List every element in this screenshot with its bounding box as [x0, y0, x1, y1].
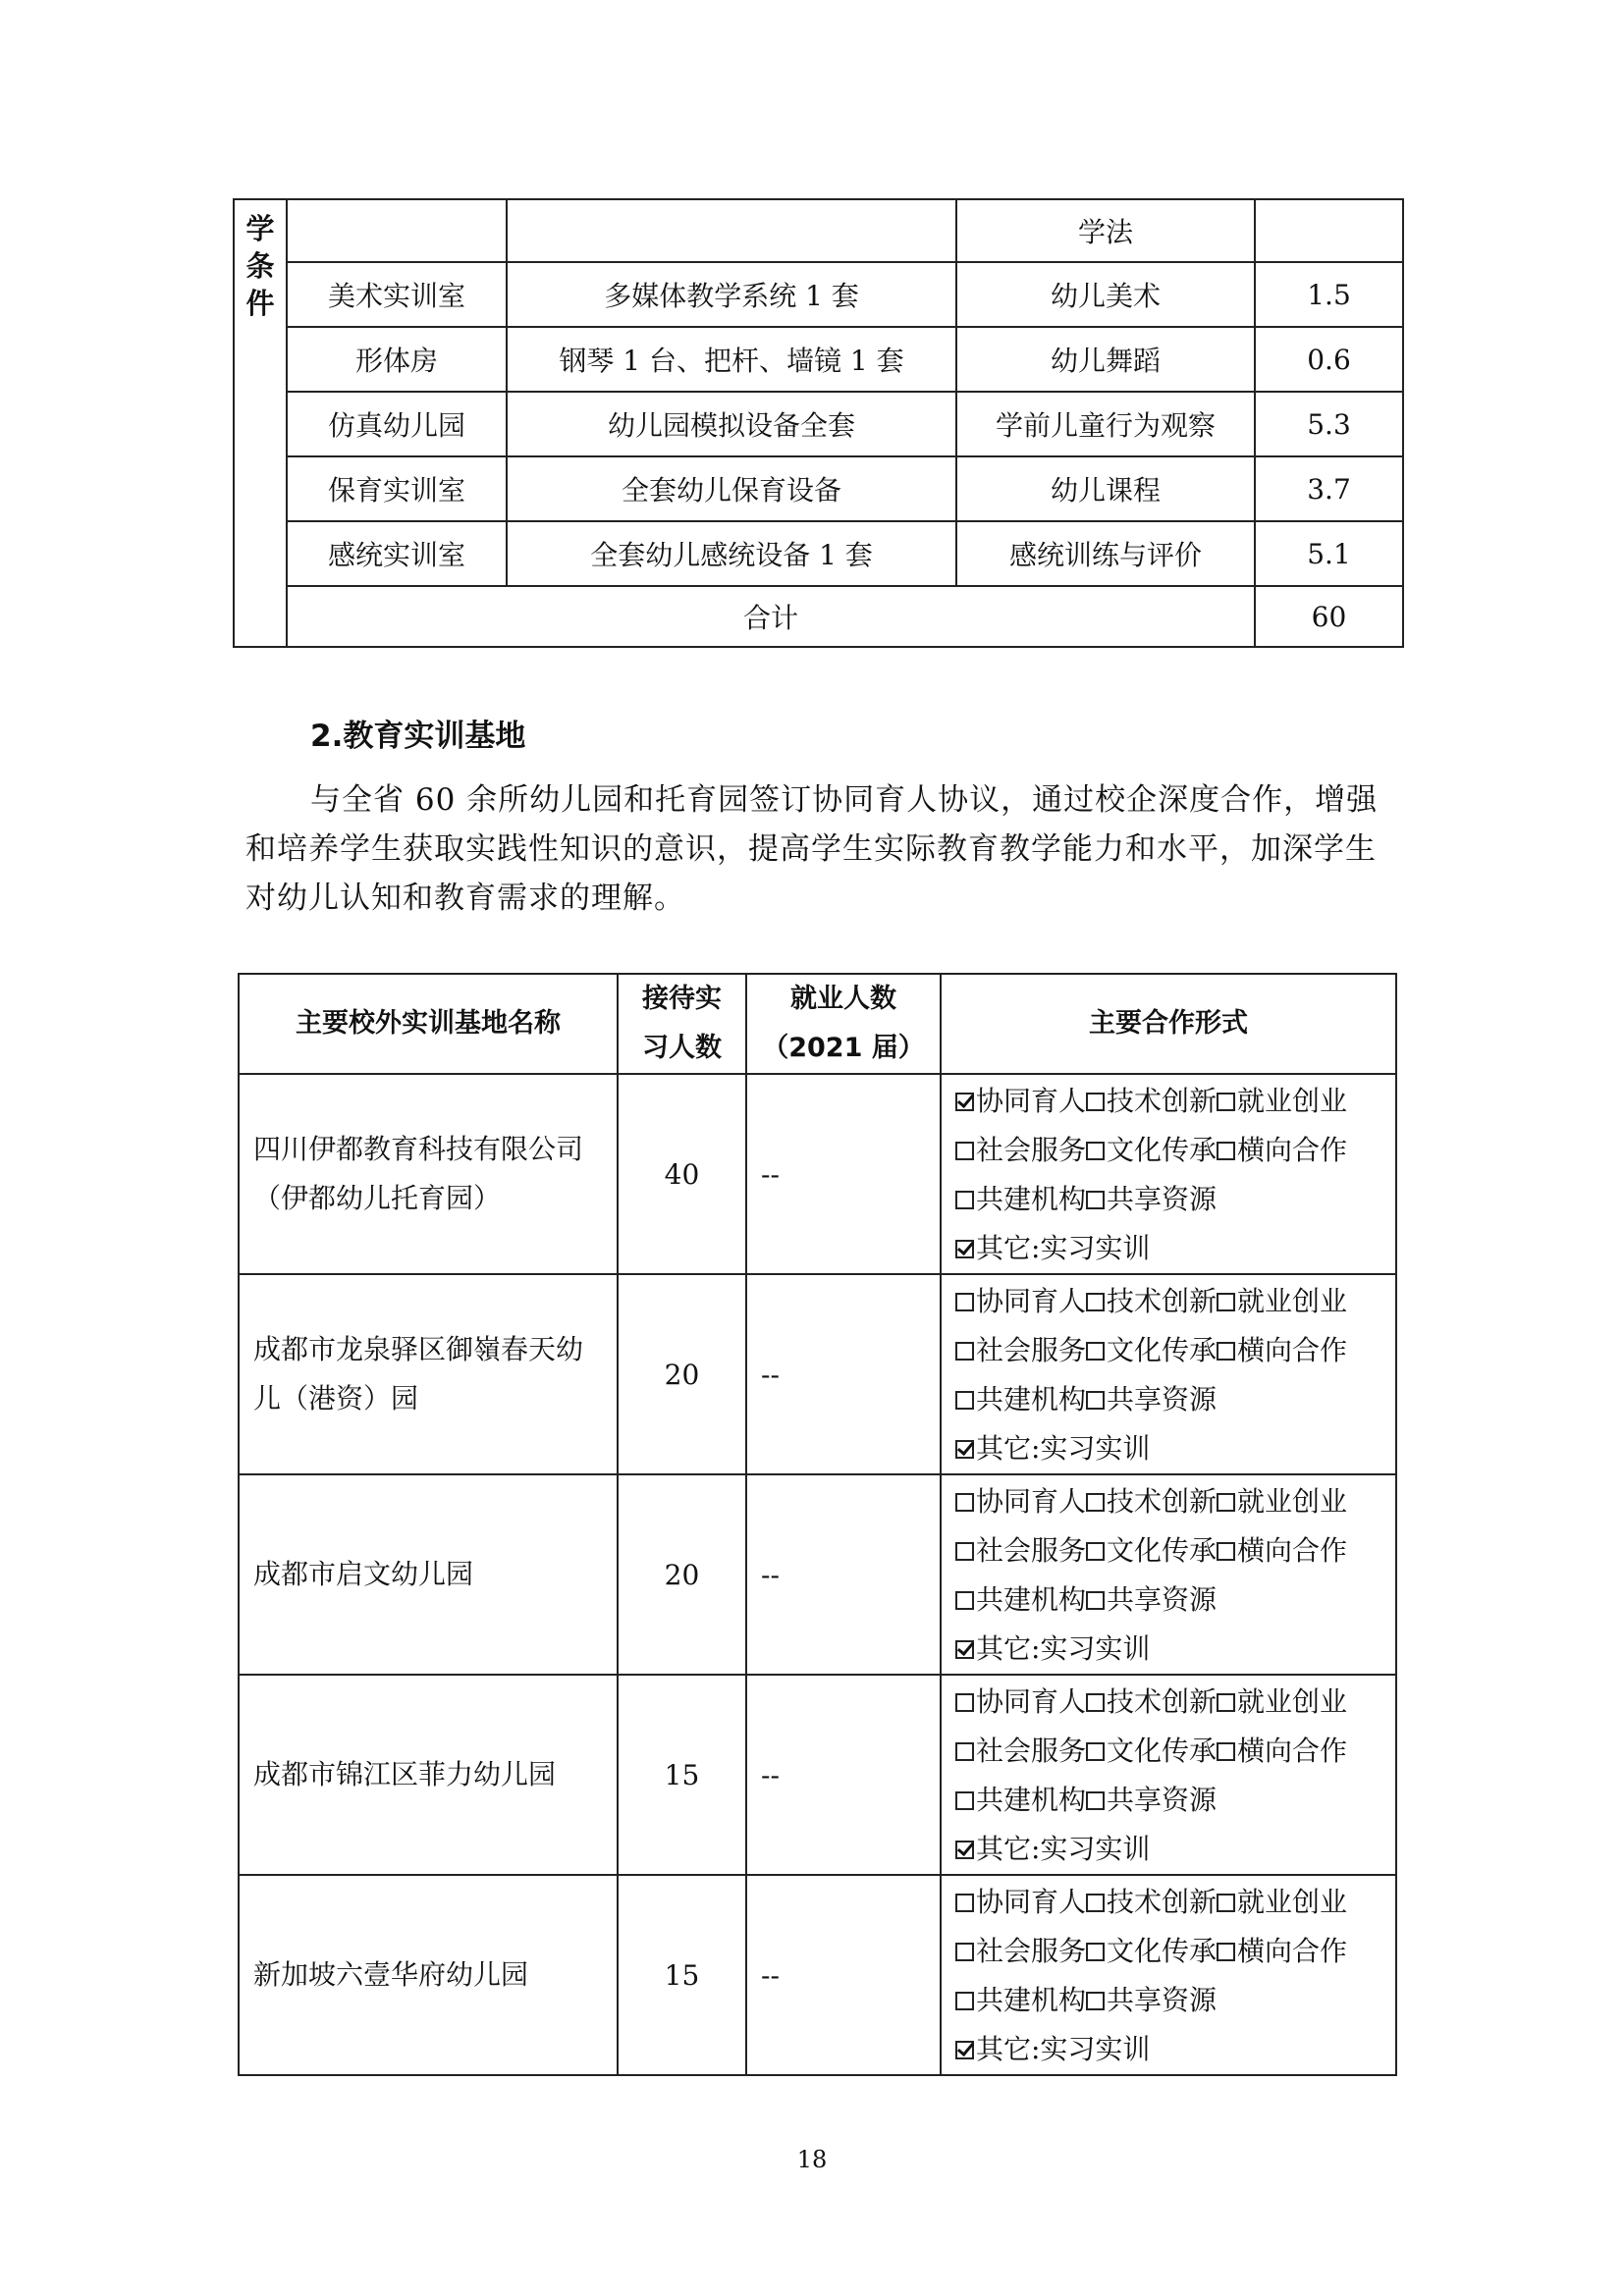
equipment: 幼儿园模拟设备全套 [507, 392, 956, 456]
form-option-label: 共建机构 [976, 1183, 1087, 1215]
checkbox-icon [1217, 1542, 1235, 1561]
course: 学前儿童行为观察 [956, 392, 1255, 456]
form-option-label: 文化传承 [1107, 1134, 1218, 1166]
form-option-label: 协同育人 [976, 1685, 1087, 1718]
table-row [234, 392, 1403, 456]
form-option-label: 横向合作 [1237, 1935, 1348, 1967]
form-option-label: 共享资源 [1107, 1583, 1218, 1616]
checkbox-icon [1086, 1992, 1105, 2010]
employment-count: -- [746, 1675, 941, 1875]
form-option-label: 社会服务 [976, 1134, 1087, 1166]
form-option-label: 其它:实习实训 [976, 2033, 1151, 2065]
form-option-label: 共享资源 [1107, 1784, 1218, 1816]
checkbox-icon [955, 1943, 974, 1961]
checkbox-icon [955, 1342, 974, 1361]
checkbox-icon [955, 1791, 974, 1810]
cooperation-forms [941, 1875, 1396, 2075]
form-option-label: 技术创新 [1107, 1085, 1218, 1117]
checkbox-icon [1217, 1093, 1235, 1111]
base-name: 四川伊都教育科技有限公司（伊都幼儿托育园） [239, 1074, 618, 1274]
form-option-label: 共享资源 [1107, 1383, 1218, 1415]
checkbox-icon [1086, 1391, 1105, 1410]
checkbox-icon [1217, 1342, 1235, 1361]
table-row [239, 1274, 1396, 1474]
equipment: 全套幼儿保育设备 [507, 456, 956, 521]
form-option-label: 横向合作 [1237, 1334, 1348, 1366]
form-option-label: 协同育人 [976, 1886, 1087, 1918]
table-row [234, 521, 1403, 586]
amount [1255, 199, 1403, 262]
intern-count: 20 [618, 1274, 746, 1474]
employment-count: -- [746, 1474, 941, 1675]
form-option-label: 技术创新 [1107, 1285, 1218, 1317]
equipment: 全套幼儿感统设备 1 套 [507, 521, 956, 586]
course: 感统训练与评价 [956, 521, 1255, 586]
checkbox-icon [1086, 1791, 1105, 1810]
checkbox-icon [1217, 1894, 1235, 1912]
form-option-label: 技术创新 [1107, 1886, 1218, 1918]
checkbox-icon [1217, 1142, 1235, 1160]
room-name: 保育实训室 [287, 456, 507, 521]
checkbox-icon [1086, 1894, 1105, 1912]
form-option-label: 技术创新 [1107, 1485, 1218, 1518]
facilities-table [233, 198, 1404, 648]
checkbox-icon [1086, 1493, 1105, 1512]
employment-count: -- [746, 1875, 941, 2075]
checkbox-icon [1086, 1342, 1105, 1361]
table-row [239, 1675, 1396, 1875]
form-option-label: 横向合作 [1237, 1134, 1348, 1166]
equipment: 钢琴 1 台、把杆、墙镜 1 套 [507, 327, 956, 392]
form-option-label: 就业创业 [1237, 1285, 1348, 1317]
form-option-label: 文化传承 [1107, 1534, 1218, 1567]
checkbox-icon [1086, 1693, 1105, 1712]
intern-count: 40 [618, 1074, 746, 1274]
form-option-label: 协同育人 [976, 1085, 1087, 1117]
form-option-label: 社会服务 [976, 1334, 1087, 1366]
intern-count: 15 [618, 1875, 746, 2075]
checkbox-icon [955, 1293, 974, 1311]
form-option-label: 协同育人 [976, 1285, 1087, 1317]
checkbox-icon [1217, 1493, 1235, 1512]
checkbox-icon [955, 1742, 974, 1761]
section-heading: 2.教育实训基地 [310, 719, 526, 754]
cooperation-forms [941, 1675, 1396, 1875]
form-option-label: 共享资源 [1107, 1183, 1218, 1215]
table-row [239, 1875, 1396, 2075]
course: 幼儿舞蹈 [956, 327, 1255, 392]
header-interns [618, 974, 746, 1074]
form-option-label: 文化传承 [1107, 1935, 1218, 1967]
table-row [239, 1474, 1396, 1675]
form-option-label: 文化传承 [1107, 1735, 1218, 1767]
checkbox-icon [955, 1142, 974, 1160]
side-label-cell [234, 199, 287, 647]
checkbox-icon [955, 1542, 974, 1561]
header-employment-line2: （2021 届） [762, 1033, 925, 1063]
checkbox-icon [955, 1493, 974, 1512]
form-option-label: 文化传承 [1107, 1334, 1218, 1366]
form-option-label: 共建机构 [976, 1383, 1087, 1415]
checked-checkbox-icon [955, 1440, 974, 1459]
employment-count: -- [746, 1074, 941, 1274]
form-option-label: 共建机构 [976, 1784, 1087, 1816]
form-option-label: 共建机构 [976, 1583, 1087, 1616]
table-row [234, 456, 1403, 521]
base-name: 成都市启文幼儿园 [239, 1474, 618, 1675]
checkbox-icon [1217, 1943, 1235, 1961]
form-option-label: 其它:实习实训 [976, 1432, 1151, 1465]
checkbox-icon [1086, 1943, 1105, 1961]
form-option-label: 社会服务 [976, 1534, 1087, 1567]
header-interns-line1: 接待实 [642, 984, 722, 1014]
table-row [234, 262, 1403, 327]
amount: 0.6 [1255, 327, 1403, 392]
header-employment-line1: 就业人数 [790, 984, 896, 1014]
checkbox-icon [1217, 1293, 1235, 1311]
form-option-label: 社会服务 [976, 1735, 1087, 1767]
side-label-char: 学 [245, 212, 275, 245]
room-name [287, 199, 507, 262]
cooperation-forms [941, 1274, 1396, 1474]
table-header-row [239, 974, 1396, 1074]
course: 学法 [956, 199, 1255, 262]
checkbox-icon [955, 1191, 974, 1209]
room-name: 仿真幼儿园 [287, 392, 507, 456]
employment-count: -- [746, 1274, 941, 1474]
checkbox-icon [1086, 1742, 1105, 1761]
room-name: 美术实训室 [287, 262, 507, 327]
checkbox-icon [1086, 1293, 1105, 1311]
base-name: 新加坡六壹华府幼儿园 [239, 1875, 618, 2075]
checkbox-icon [1086, 1542, 1105, 1561]
intern-count: 20 [618, 1474, 746, 1675]
amount: 3.7 [1255, 456, 1403, 521]
checkbox-icon [1086, 1191, 1105, 1209]
table-row [239, 1074, 1396, 1274]
total-value: 60 [1255, 586, 1403, 647]
checkbox-icon [955, 1391, 974, 1410]
checked-checkbox-icon [955, 1093, 974, 1111]
course: 幼儿美术 [956, 262, 1255, 327]
header-interns-line2: 习人数 [642, 1033, 722, 1063]
equipment [507, 199, 956, 262]
section-paragraph: 与全省 60 余所幼儿园和托育园签订协同育人协议，通过校企深度合作，增强和培养学生获取实践性知识的意识，提高学生实际教育教学能力和水平，加深学生对幼儿认知和教育需求的理解。 [245, 782, 1379, 916]
course: 幼儿课程 [956, 456, 1255, 521]
total-label: 合计 [287, 586, 1255, 647]
form-option-label: 其它:实习实训 [976, 1232, 1151, 1264]
header-base-name: 主要校外实训基地名称 [239, 974, 618, 1074]
practice-bases-table [238, 973, 1397, 2076]
form-option-label: 就业创业 [1237, 1085, 1348, 1117]
checkbox-icon [955, 1894, 974, 1912]
form-option-label: 共建机构 [976, 1984, 1087, 2016]
equipment: 多媒体教学系统 1 套 [507, 262, 956, 327]
form-option-label: 社会服务 [976, 1935, 1087, 1967]
header-forms: 主要合作形式 [941, 974, 1396, 1074]
checkbox-icon [1086, 1591, 1105, 1610]
amount: 5.3 [1255, 392, 1403, 456]
amount: 1.5 [1255, 262, 1403, 327]
room-name: 形体房 [287, 327, 507, 392]
form-option-label: 技术创新 [1107, 1685, 1218, 1718]
form-option-label: 其它:实习实训 [976, 1833, 1151, 1865]
checkbox-icon [955, 1992, 974, 2010]
total-row [234, 586, 1403, 647]
amount: 5.1 [1255, 521, 1403, 586]
checkbox-icon [1217, 1742, 1235, 1761]
header-employment [746, 974, 941, 1074]
form-option-label: 横向合作 [1237, 1534, 1348, 1567]
checkbox-icon [1217, 1693, 1235, 1712]
form-option-label: 横向合作 [1237, 1735, 1348, 1767]
cooperation-forms [941, 1074, 1396, 1274]
checkbox-icon [1086, 1093, 1105, 1111]
page-number: 18 [796, 2146, 828, 2173]
checked-checkbox-icon [955, 1240, 974, 1258]
base-name: 成都市锦江区菲力幼儿园 [239, 1675, 618, 1875]
checked-checkbox-icon [955, 1640, 974, 1659]
form-option-label: 就业创业 [1237, 1886, 1348, 1918]
checkbox-icon [955, 1693, 974, 1712]
checkbox-icon [955, 1591, 974, 1610]
checked-checkbox-icon [955, 2041, 974, 2059]
side-label-char: 件 [245, 287, 275, 320]
cooperation-forms [941, 1474, 1396, 1675]
form-option-label: 协同育人 [976, 1485, 1087, 1518]
checked-checkbox-icon [955, 1841, 974, 1859]
form-option-label: 共享资源 [1107, 1984, 1218, 2016]
table-row [234, 327, 1403, 392]
form-option-label: 其它:实习实训 [976, 1632, 1151, 1665]
form-option-label: 就业创业 [1237, 1685, 1348, 1718]
form-option-label: 就业创业 [1237, 1485, 1348, 1518]
room-name: 感统实训室 [287, 521, 507, 586]
base-name: 成都市龙泉驿区御嶺春天幼儿（港资）园 [239, 1274, 618, 1474]
checkbox-icon [1086, 1142, 1105, 1160]
side-label-char: 条 [245, 249, 275, 283]
intern-count: 15 [618, 1675, 746, 1875]
